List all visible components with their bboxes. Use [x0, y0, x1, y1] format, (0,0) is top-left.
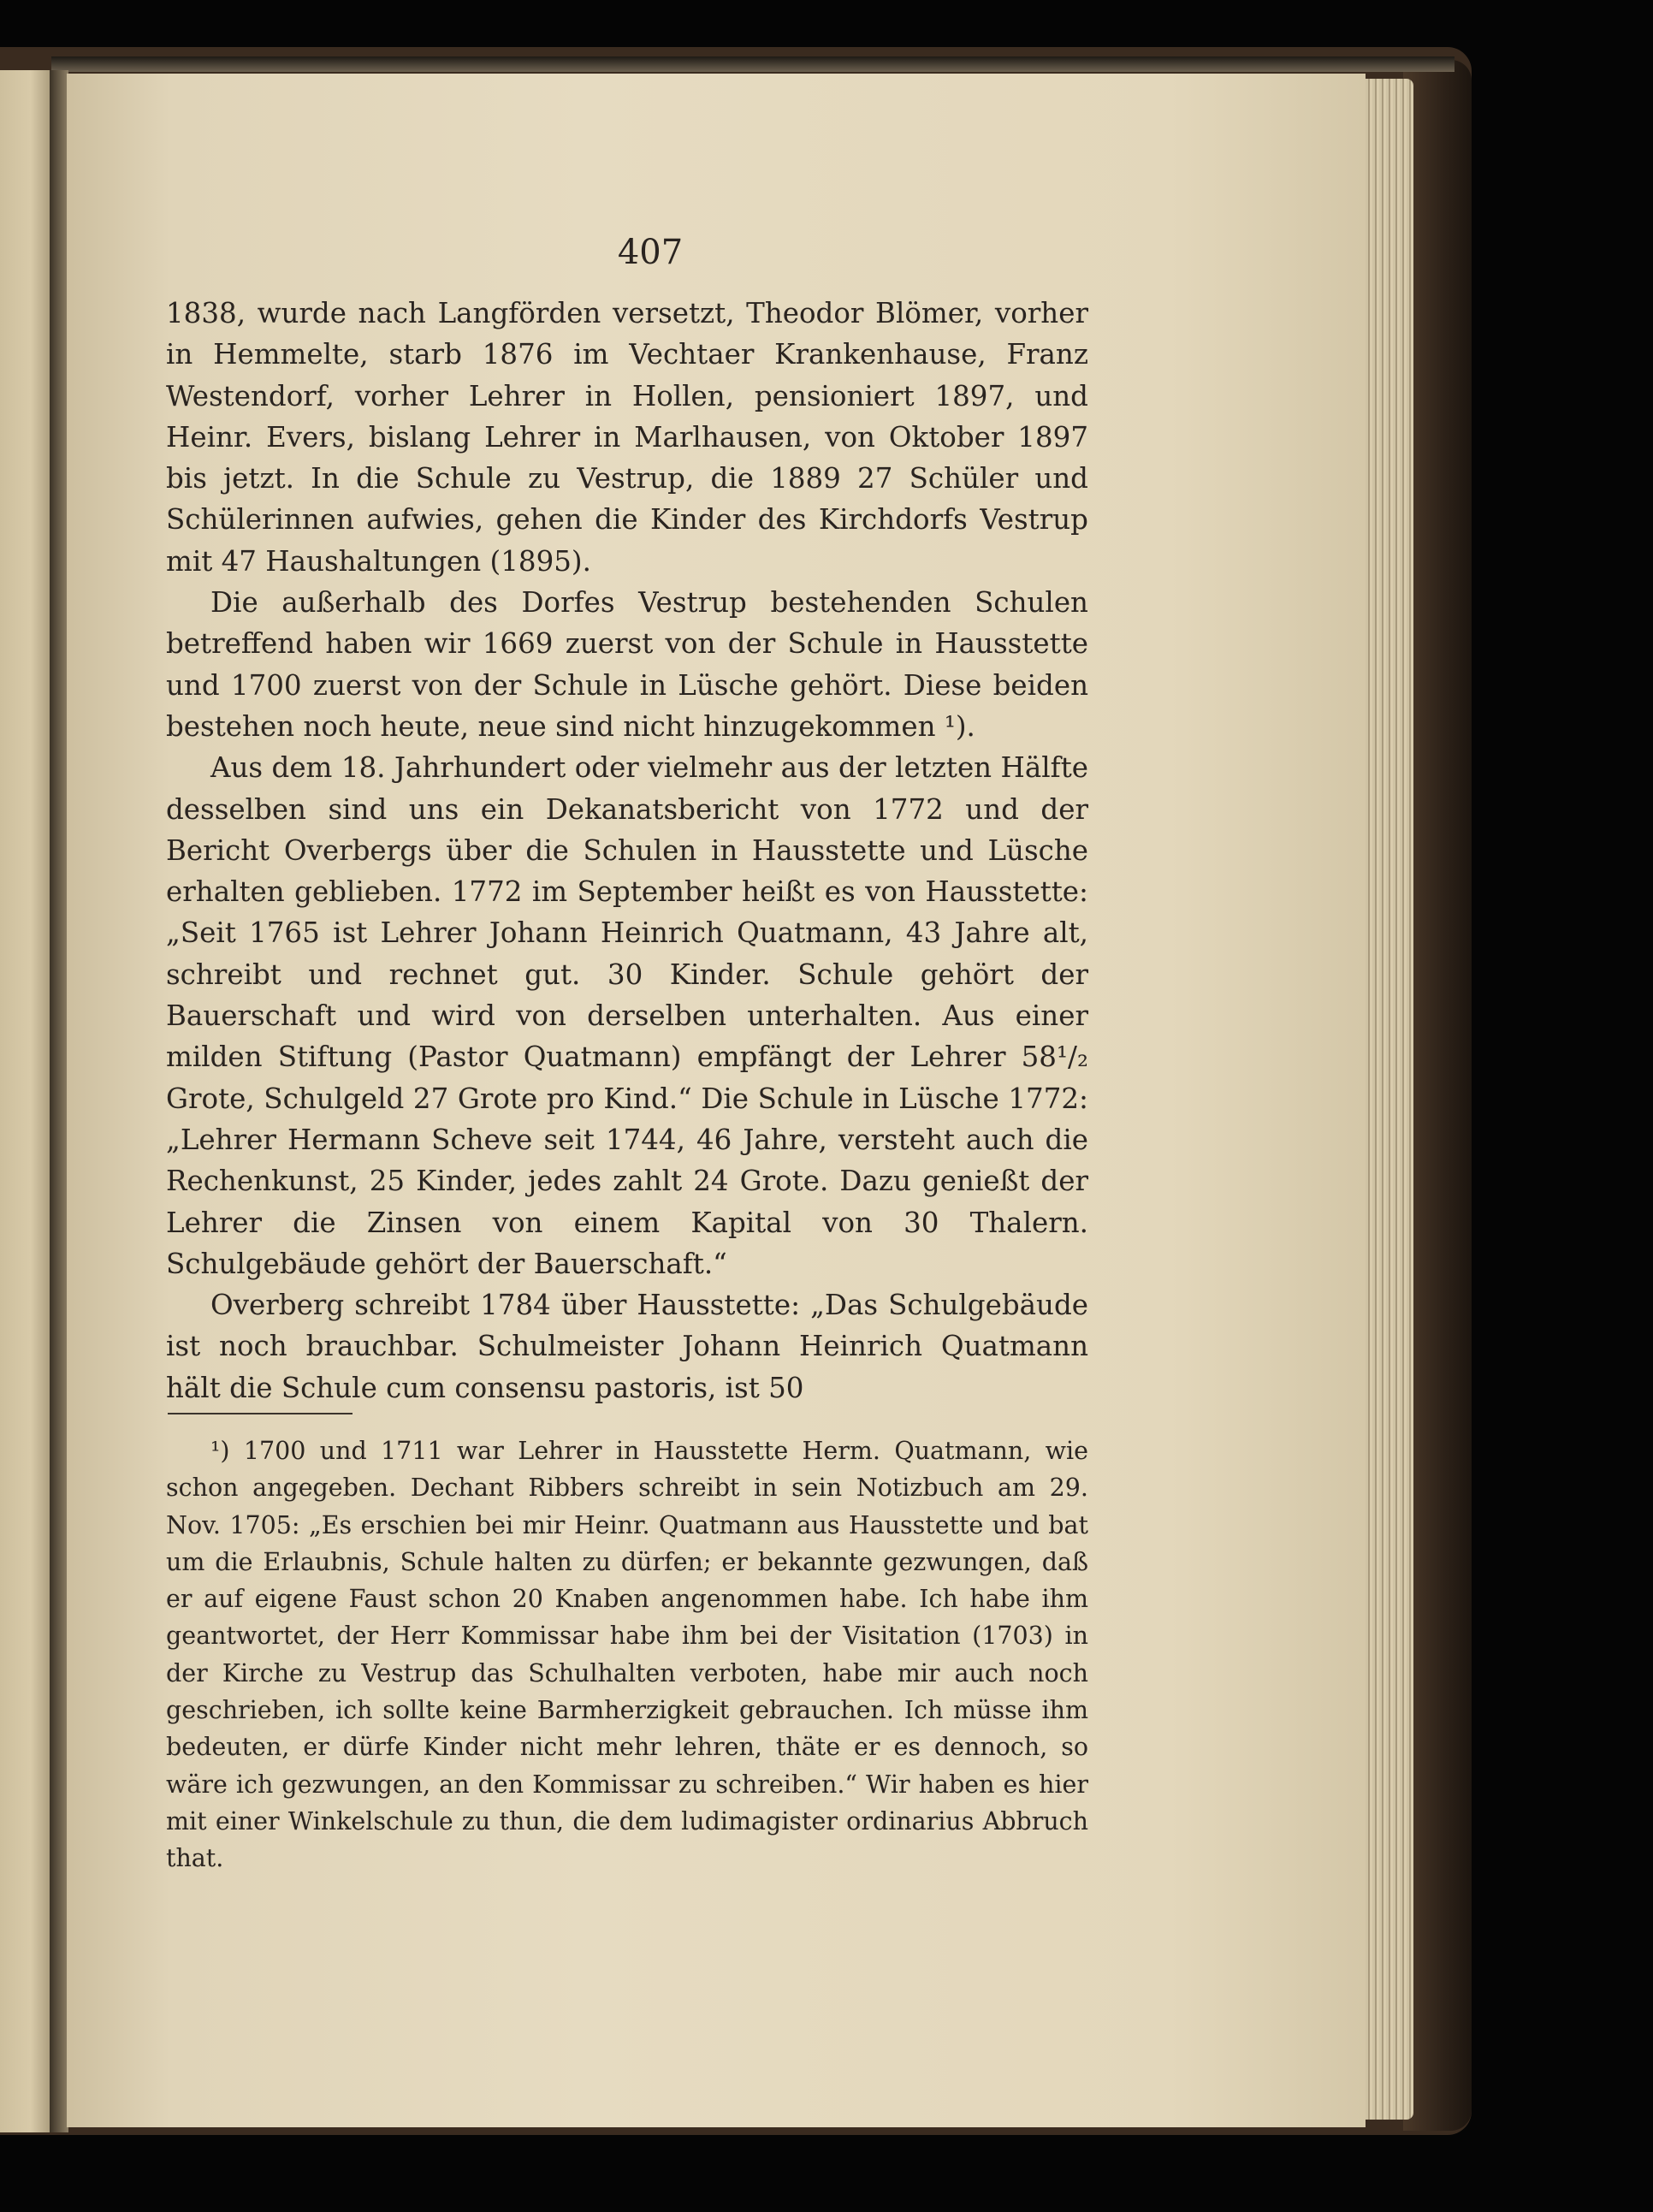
top-binding-edge	[51, 56, 1455, 72]
left-page-sliver	[0, 70, 51, 2132]
paragraph-3: Aus dem 18. Jahrhundert oder vielmehr aus der letzten Hälfte desselben sind uns ein Dekanatsbericht von 1772 und der Bericht Overbergs über die Schulen in Hausstette und Lüsche erhalten geblieben. 1772 im September heißt es von Hausstette: „Seit 1765 ist Lehrer Johann Heinrich Quatmann, 43 Jahre alt, schreibt und rechnet gut. 30 Kinder. Schule gehört der Bauerschaft und wird von derselben unterhalten. Aus einer milden Stiftung (Pastor Quatmann) empfängt der Lehrer 58¹/₂ Grote, Schulgeld 27 Grote pro Kind.“ Die Schule in Lüsche 1772: „Lehrer Hermann Scheve seit 1744, 46 Jahre, versteht auch die Rechenkunst, 25 Kinder, jedes zahlt 24 Grote. Dazu genießt der Lehrer die Zinsen von einem Kapital von 30 Thalern. Schulgebäude gehört der Bauerschaft.“	[166, 751, 1088, 1280]
page-edges	[1366, 79, 1413, 2120]
body-text	[166, 293, 1088, 1408]
paragraph-2: Die außerhalb des Dorfes Vestrup bestehenden Schulen betreffend haben wir 1669 zuerst von der Schule in Hausstette und 1700 zuerst von der Schule in Lüsche gehört. Diese beiden bestehen noch heute, neue sind nicht hinzugekommen ¹).	[166, 586, 1088, 743]
footnote-rule	[168, 1413, 353, 1414]
book-cover-edge	[1403, 60, 1472, 2131]
footnote-1: ¹) 1700 und 1711 war Lehrer in Hausstette Herm. Quatmann, wie schon angegeben. Dechant Ribbers schreibt in sein Notizbuch am 29. Nov. 1705: „Es erschien bei mir Heinr. Quatmann aus Hausstette und bat um die Erlaubnis, Schule halten zu dürfen; er bekannte gezwungen, daß er auf eigene Faust schon 20 Knaben angenommen habe. Ich habe ihm geantwortet, der Herr Kommissar habe ihm bei der Visitation (1703) in der Kirche zu Vestrup das Schulhalten verboten, habe mir auch noch geschrieben, ich sollte keine Barmherzigkeit gebrauchen. Ich müsse ihm bedeuten, er dürfe Kinder nicht mehr lehren, thäte er es dennoch, so wäre ich gezwungen, an den Kommissar zu schreiben.“ Wir haben es hier mit einer Winkelschule zu thun, die dem ludimagister ordinarius Abbruch that.	[166, 1437, 1088, 1873]
page-number: 407	[617, 233, 684, 272]
paragraph-4: Overberg schreibt 1784 über Hausstette: „Das Schulgebäude ist noch brauchbar. Schulmeister Johann Heinrich Quatmann hält die Schule cum consensu pastoris, ist 50	[166, 1289, 1088, 1404]
paragraph-1: 1838, wurde nach Langförden versetzt, Theodor Blömer, vorher in Hemmelte, starb 1876 im Vechtaer Krankenhause, Franz Westendorf, vorher Lehrer in Hollen, pensioniert 1897, und Heinr. Evers, bislang Lehrer in Marlhausen, von Oktober 1897 bis jetzt. In die Schule zu Vestrup, die 1889 27 Schüler und Schülerinnen aufwies, gehen die Kinder des Kirchdorfs Vestrup mit 47 Haushaltungen (1895).	[166, 297, 1088, 578]
footnotes	[166, 1432, 1088, 1877]
book-gutter	[50, 70, 68, 2132]
